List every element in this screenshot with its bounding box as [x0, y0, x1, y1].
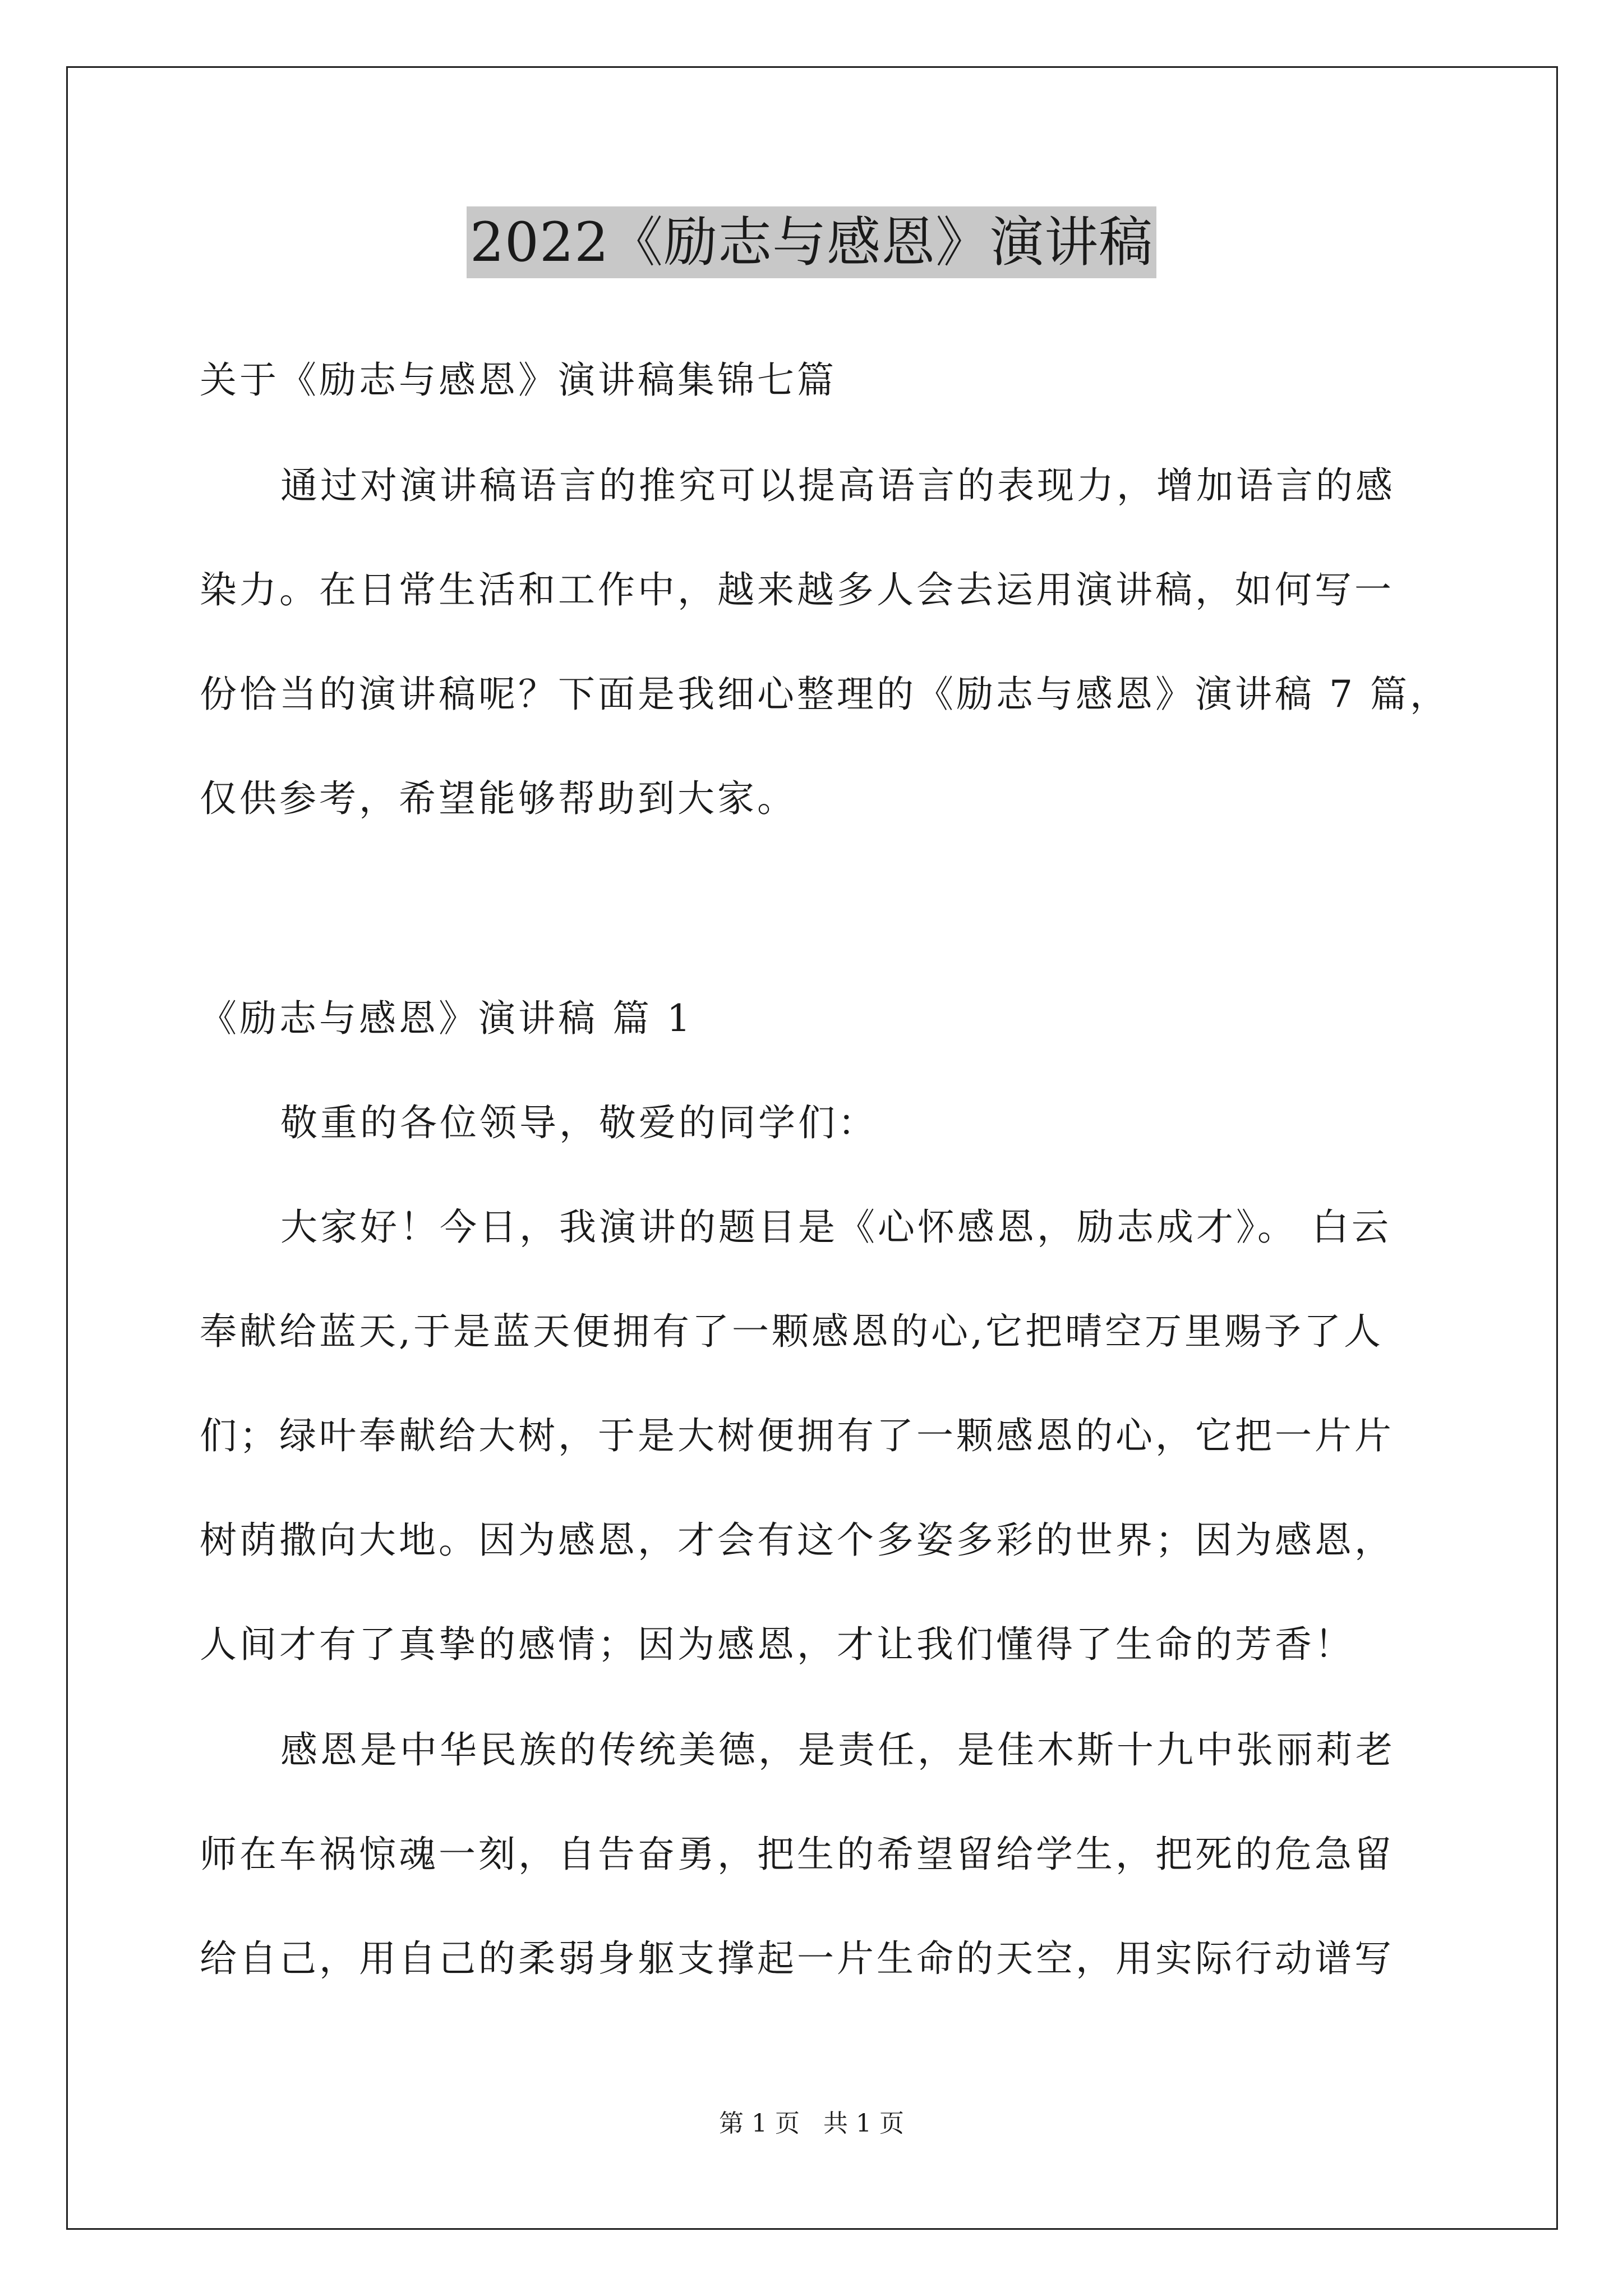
paragraph-line: 们；绿叶奉献给大树，于是大树便拥有了一颗感恩的心，它把一片片: [200, 1414, 1394, 1457]
paragraph-line: 感恩是中华民族的传统美德，是责任，是佳木斯十九中张丽莉老: [280, 1728, 1395, 1772]
intro-line: 份恰当的演讲稿呢？下面是我细心整理的《励志与感恩》演讲稿 7 篇，: [200, 673, 1450, 716]
intro-line: 通过对演讲稿语言的推究可以提高语言的表现力，增加语言的感: [280, 464, 1395, 507]
section-heading: 《励志与感恩》演讲稿 篇 1: [200, 997, 693, 1040]
title-container: [0, 206, 1623, 278]
intro-line: 仅供参考，希望能够帮助到大家。: [200, 777, 797, 820]
paragraph-line: 大家好！今日，我演讲的题目是《心怀感恩，励志成才》。 白云: [280, 1205, 1391, 1249]
salutation: 敬重的各位领导，敬爱的同学们：: [280, 1101, 878, 1144]
paragraph-line: 奉献给蓝天,于是蓝天便拥有了一颗感恩的心,它把晴空万里赐予了人: [200, 1310, 1384, 1353]
paragraph-line: 树荫撒向大地。因为感恩，才会有这个多姿多彩的世界；因为感恩，: [200, 1519, 1394, 1562]
page-footer: 第 1 页 共 1 页: [719, 2109, 904, 2138]
intro-line: 染力。在日常生活和工作中，越来越多人会去运用演讲稿，如何写一: [200, 568, 1394, 611]
paragraph-line: 师在车祸惊魂一刻，自告奋勇，把生的希望留给学生，把死的危急留: [200, 1833, 1394, 1876]
document-subtitle: 关于《励志与感恩》演讲稿集锦七篇: [200, 358, 837, 402]
paragraph-line: 人间才有了真挚的感情；因为感恩，才让我们懂得了生命的芳香！: [200, 1623, 1354, 1666]
paragraph-line: 给自己，用自己的柔弱身躯支撑起一片生命的天空，用实际行动谱写: [200, 1937, 1394, 1980]
document-title: 2022《励志与感恩》演讲稿: [467, 206, 1156, 278]
